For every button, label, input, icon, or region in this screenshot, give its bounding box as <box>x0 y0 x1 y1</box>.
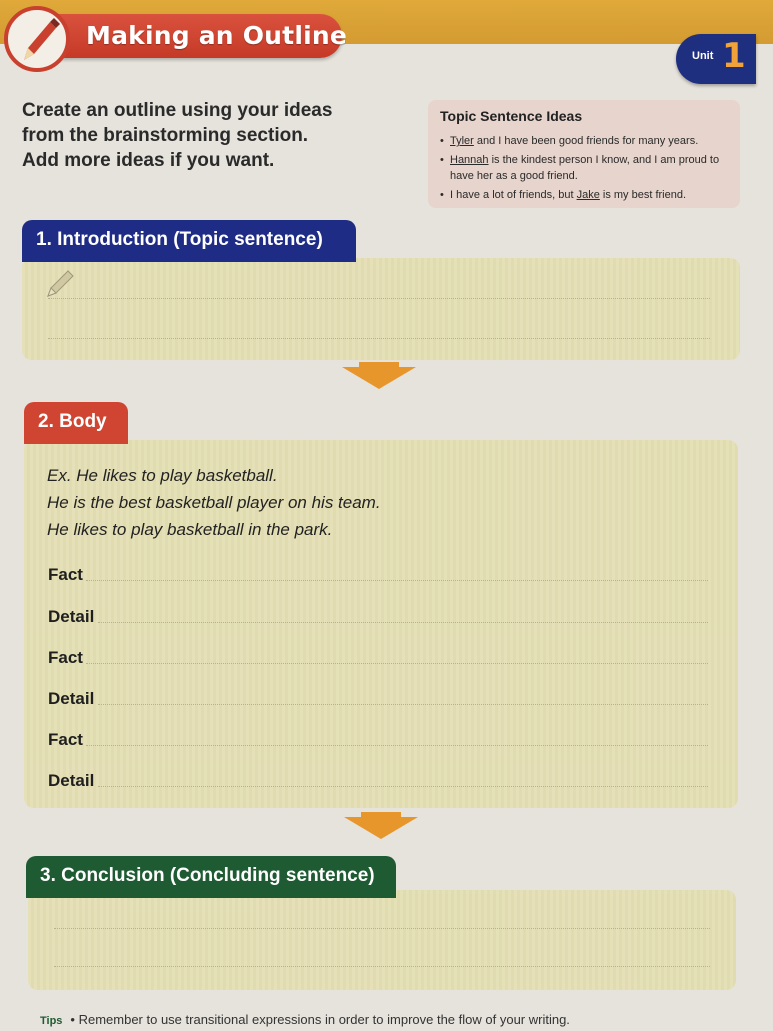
topic-idea-item <box>440 187 736 203</box>
idea-text: is my best friend. <box>599 189 687 201</box>
instruction-line: from the brainstorming section. <box>22 125 309 146</box>
down-arrow-icon <box>342 367 416 389</box>
detail-label: Detail <box>48 689 95 708</box>
fact-writing-line[interactable] <box>86 580 708 581</box>
example-line: He is the best basketball player on his team. <box>47 493 381 512</box>
idea-name: Tyler <box>450 135 474 147</box>
unit-label: Unit <box>692 50 714 62</box>
instruction-line: Add more ideas if you want. <box>22 150 275 171</box>
fact-label: Fact <box>48 730 83 749</box>
introduction-writing-area[interactable] <box>22 258 740 360</box>
detail-label: Detail <box>48 607 95 626</box>
detail-writing-line[interactable] <box>98 622 708 623</box>
logo-badge <box>4 6 70 72</box>
conclusion-writing-line[interactable] <box>54 928 710 929</box>
unit-number: 1 <box>722 36 746 76</box>
pencil-logo-icon <box>16 16 60 66</box>
detail-label: Detail <box>48 771 95 790</box>
example-line: Ex. He likes to play basketball. <box>47 466 278 485</box>
intro-writing-line[interactable] <box>48 338 710 339</box>
idea-name: Hannah <box>450 154 489 166</box>
tips-label: Tips <box>40 1015 63 1027</box>
example-line: He likes to play basketball in the park. <box>47 520 333 539</box>
idea-text: is the kindest person I know, and I am proud to have her as a good friend. <box>450 154 720 182</box>
fact-label: Fact <box>48 648 83 667</box>
introduction-heading: 1. Introduction (Topic sentence) <box>22 220 356 262</box>
tips-text: • Remember to use transitional expressions in order to improve the flow of your writing. <box>70 1012 570 1027</box>
page-title: Making an Outline <box>86 21 348 50</box>
tips-footer <box>40 1012 570 1027</box>
fact-writing-line[interactable] <box>86 745 708 746</box>
topic-idea-item <box>440 152 736 184</box>
body-example <box>47 462 381 543</box>
idea-text: and I have been good friends for many years. <box>473 135 699 147</box>
detail-writing-line[interactable] <box>98 704 708 705</box>
instructions <box>22 98 382 173</box>
topic-ideas-title: Topic Sentence Ideas <box>440 108 583 124</box>
topic-idea-item <box>440 133 736 149</box>
instruction-line: Create an outline using your ideas <box>22 100 333 121</box>
conclusion-heading: 3. Conclusion (Concluding sentence) <box>26 856 396 898</box>
idea-text: I have a lot of friends, but <box>450 189 577 201</box>
conclusion-writing-line[interactable] <box>54 966 710 967</box>
fact-label: Fact <box>48 565 83 584</box>
idea-name: Jake <box>576 189 600 201</box>
conclusion-writing-area[interactable] <box>28 890 736 990</box>
fact-writing-line[interactable] <box>86 663 708 664</box>
body-heading: 2. Body <box>24 402 128 444</box>
detail-writing-line[interactable] <box>98 786 708 787</box>
topic-ideas-list <box>440 133 736 206</box>
down-arrow-icon <box>344 817 418 839</box>
pencil-icon <box>44 266 78 300</box>
intro-writing-line[interactable] <box>48 298 710 299</box>
